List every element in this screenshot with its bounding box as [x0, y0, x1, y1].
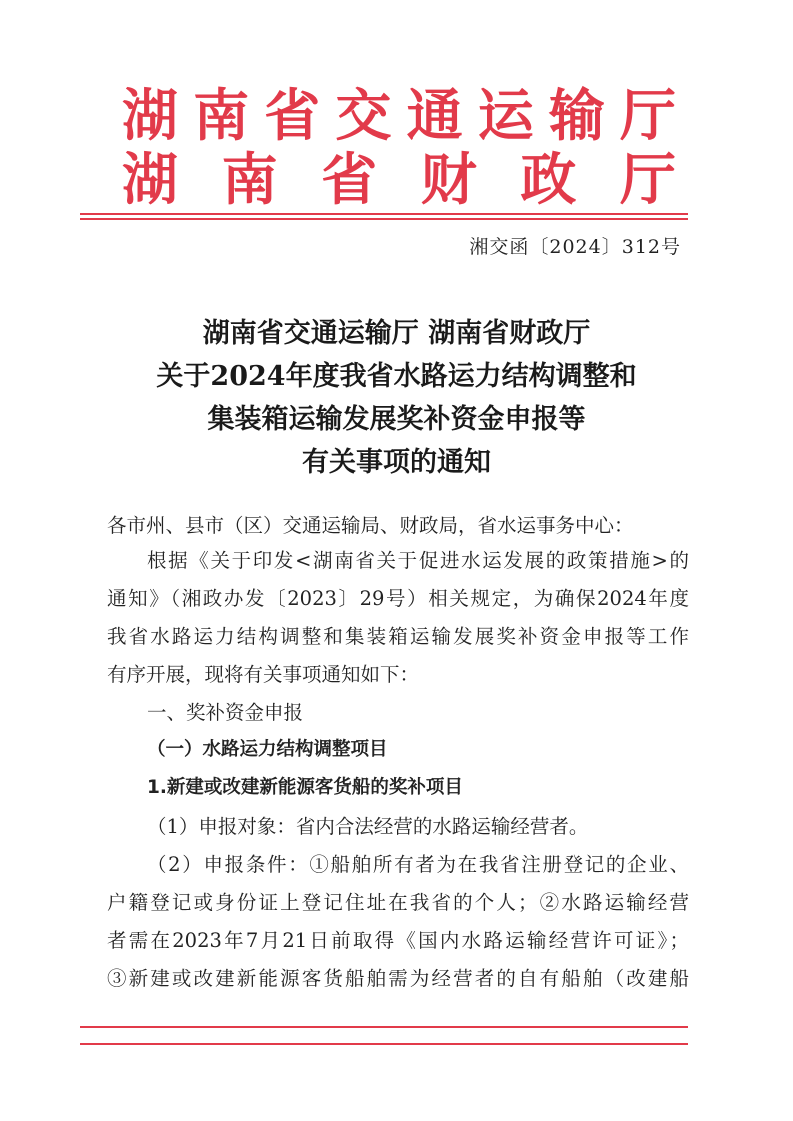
footer-divider-upper [80, 1026, 688, 1028]
item-1: （1）申报对象：省内合法经营的水路运输经营者。 [147, 815, 589, 838]
document-number: 湘交函〔2024〕312号 [469, 236, 681, 258]
item-2-line-3: 者需在2023年7月21日前取得《国内水路运输经营许可证》； [107, 929, 689, 952]
section-heading-1: 一、奖补资金申报 [147, 701, 304, 724]
addressee: 各市州、县市（区）交通运输局、财政局，省水运事务中心： [107, 514, 634, 537]
paragraph-1-line-1: 根据《关于印发<湖南省关于促进水运发展的政策措施>的 [147, 549, 689, 572]
document-title [80, 312, 713, 484]
issuing-agency-line-1: 湖南省交通运输厅 [122, 84, 678, 149]
title-line-2: 关于2024年度我省水路运力结构调整和 [156, 361, 637, 392]
title-line-1: 湖南省交通运输厅 湖南省财政厅 [202, 318, 591, 349]
header-divider-thin [80, 218, 688, 220]
item-2-line-2: 户籍登记或身份证上登记住址在我省的个人；②水路运输经营 [107, 891, 689, 914]
paragraph-1-line-3: 我省水路运力结构调整和集装箱运输发展奖补资金申报等工作 [107, 625, 689, 648]
header-divider-thick [80, 213, 688, 215]
section-heading-3: 1.新建或改建新能源客货船的奖补项目 [147, 777, 463, 798]
issuing-agency-line-2: 湖南省财政厅 [122, 148, 678, 213]
title-line-4: 有关事项的通知 [302, 447, 491, 478]
footer-divider-lower [80, 1043, 688, 1045]
item-2-line-1: （2）申报条件：①船舶所有者为在我省注册登记的企业、 [147, 853, 689, 876]
paragraph-1-line-4: 有序开展，现将有关事项通知如下： [107, 663, 420, 686]
item-2-line-4: ③新建或改建新能源客货船舶需为经营者的自有船舶（改建船 [107, 967, 689, 990]
title-line-3: 集装箱运输发展奖补资金申报等 [207, 404, 586, 435]
paragraph-1-line-2: 通知》（湘政办发〔2023〕29号）相关规定，为确保2024年度 [107, 587, 689, 610]
section-heading-2: （一）水路运力结构调整项目 [147, 739, 388, 760]
